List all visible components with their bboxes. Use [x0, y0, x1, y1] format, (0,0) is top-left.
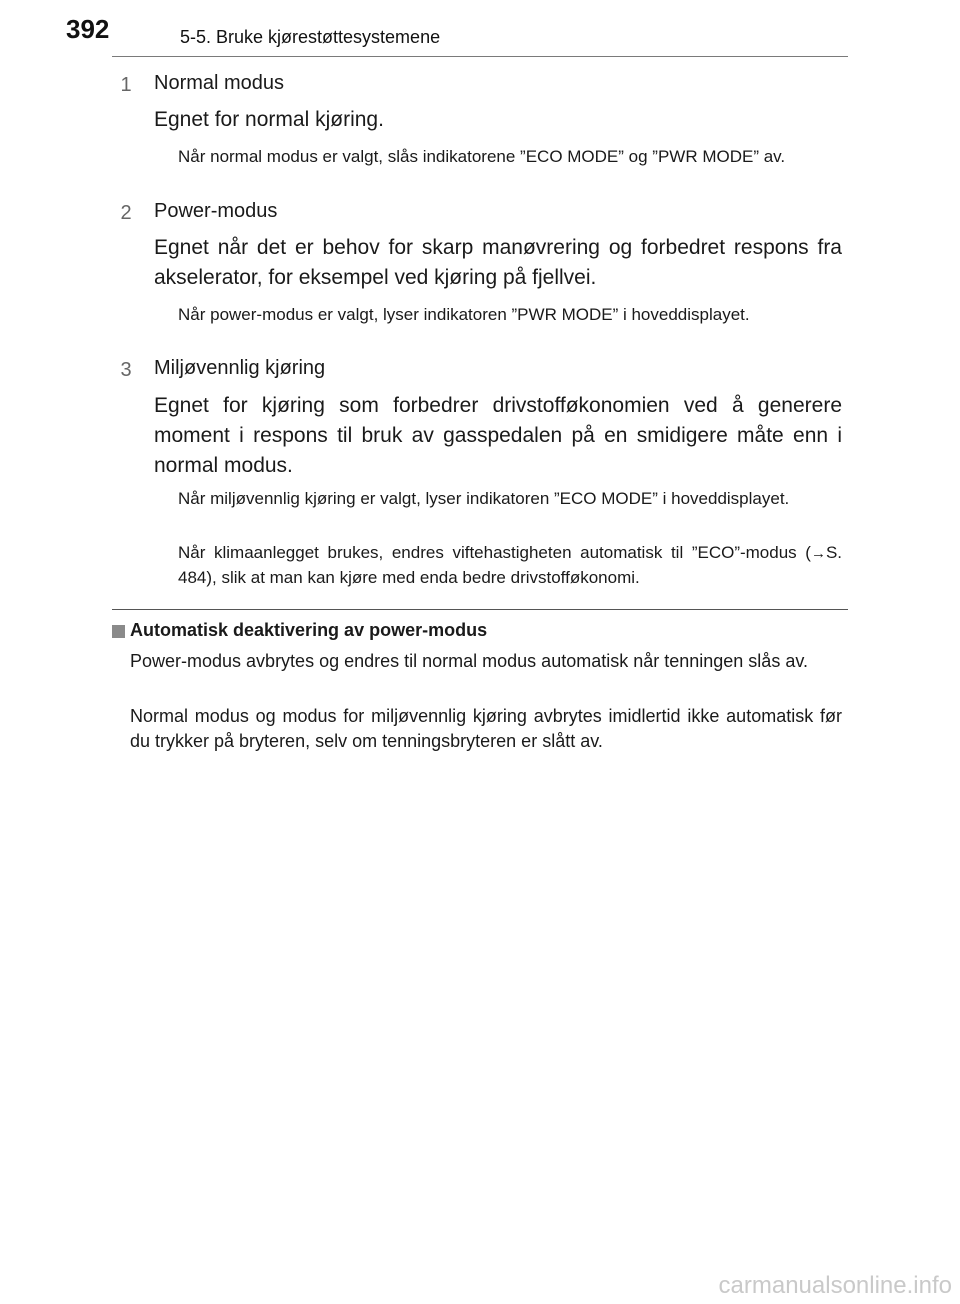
subsection-paragraph: Power-modus avbrytes og endres til normal modus automatisk når tenningen slås av. [130, 651, 808, 671]
item-note: Når miljøvennlig kjøring er valgt, lyser indikatoren ”ECO MODE” i hoveddisplayet. [178, 489, 790, 508]
square-bullet-icon [112, 625, 125, 638]
subsection-heading: Automatisk deaktivering av power-modus [130, 620, 488, 640]
page-reference-link[interactable]: S. 484), slik at man kan kjøre med enda bedre drivstofføkonomi. [178, 543, 842, 587]
header-rule [112, 56, 848, 57]
item-title: Normal modus [154, 72, 285, 94]
section-title: 5-5. Bruke kjørestøttesystemene [180, 27, 441, 47]
item-description: Egnet når det er behov for skarp manøvrering og forbedret respons fra akselerator, for eksempel ved kjøring på fjellvei. [154, 236, 842, 289]
item-title: Power-modus [154, 200, 278, 222]
item-number-badge: 2 [120, 201, 132, 224]
item-title: Miljøvennlig kjøring [154, 357, 326, 379]
page-number: 392 [66, 14, 110, 44]
item-description: Egnet for kjøring som forbedrer drivstofføkonomien ved å generere moment i respons til bruk av gasspedalen på en smidigere måte enn i normal modus. [154, 394, 842, 477]
item-note [178, 541, 842, 590]
section-rule [112, 609, 848, 610]
arrow-icon: → [810, 545, 826, 562]
item-number-badge: 1 [120, 73, 132, 96]
item-note: Når power-modus er valgt, lyser indikatoren ”PWR MODE” i hoveddisplayet. [178, 305, 750, 324]
item-description: Egnet for normal kjøring. [154, 108, 384, 131]
item-note: Når normal modus er valgt, slås indikatorene ”ECO MODE” og ”PWR MODE” av. [178, 147, 786, 166]
note-text: Når klimaanlegget brukes, endres viftehastigheten automatisk til ”ECO”-modus ( [178, 543, 811, 562]
item-number-badge: 3 [120, 358, 132, 381]
watermark: carmanualsonline.info [718, 1272, 952, 1299]
subsection-paragraph: Normal modus og modus for miljøvennlig kjøring avbrytes imidlertid ikke automatisk før du trykker på bryteren, selv om tenningsbryteren er slått av. [130, 706, 842, 751]
